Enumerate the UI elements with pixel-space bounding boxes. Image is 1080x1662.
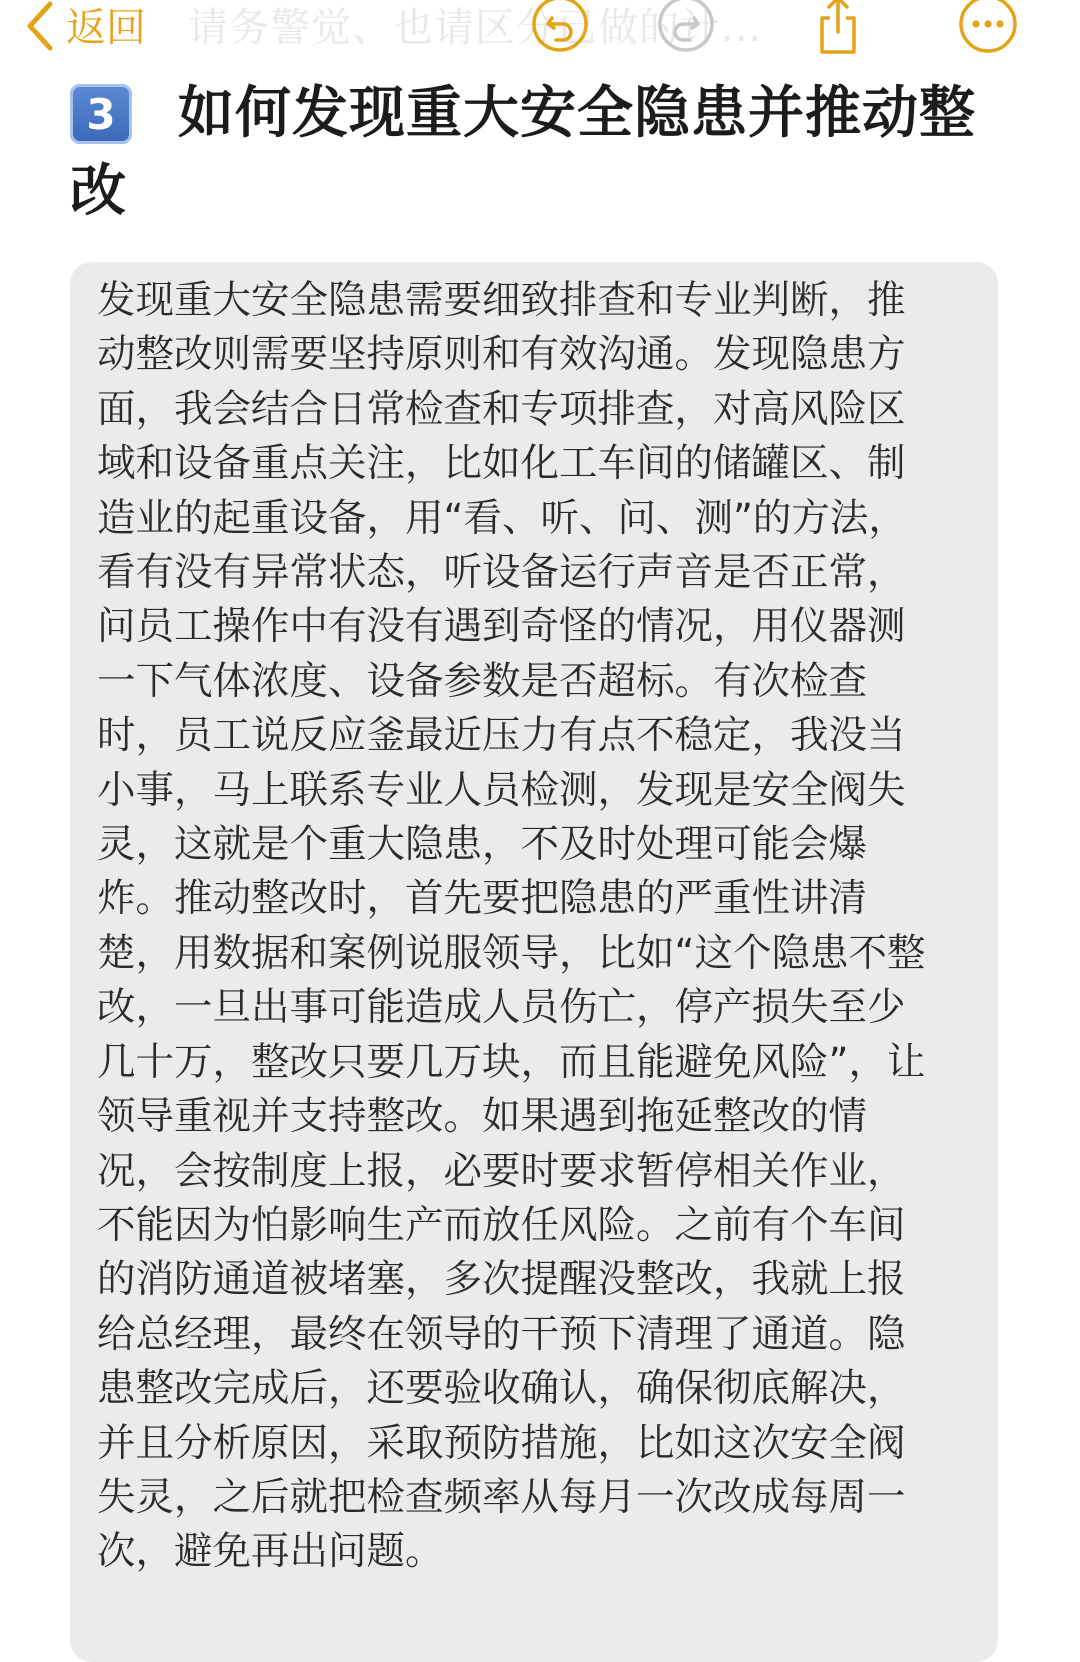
undo-icon [530, 0, 590, 60]
more-button[interactable] [956, 0, 1020, 56]
note-heading [70, 78, 1000, 228]
share-button[interactable] [806, 0, 870, 56]
content-block [70, 262, 998, 1662]
chevron-left-icon [22, 0, 56, 56]
page-title-continued: 改 [70, 159, 126, 224]
scrolled-title-faint: 请务警觉、也请区分已做的计... [188, 5, 763, 51]
undo-button[interactable] [528, 0, 592, 56]
redo-icon [656, 0, 716, 60]
back-label: 返回 [66, 5, 146, 51]
more-icon [957, 0, 1019, 60]
keycap-3-icon: 3 [70, 84, 132, 144]
share-icon [808, 0, 868, 60]
top-navigation-bar [0, 0, 1080, 60]
page-title: 如何发现重大安全隐患并推动整 [178, 81, 976, 146]
redo-button[interactable] [654, 0, 718, 56]
content-paragraph[interactable]: 发现重大安全隐患需要细致排查和专业判断，推 动整改则需要坚持原则和有效沟通。发现隐患方 面，我会结合日常检查和专项排查，对高风险区 域和设备重点关注，比如化工车间的储罐区、制 造业的起重设备，用“看、听、问、测”的方法， 看有没有异常状态，听设备运行声音是否正常， 问员工操作中有没有遇到奇怪的情况，用仪器测 一下气体浓度、设备参数是否超标。有次检查 时，员工说反应釜最近压力有点不稳定，我没当 小事，马上联系专业人员检测，发现是安全阀失 灵，这就是个重大隐患，不及时处理可能会爆 炸。推动整改时，首先要把隐患的严重性讲清 楚，用数据和案例说服领导，比如“这个隐患不整 改，一旦出事可能造成人员伤亡，停产损失至少 几十万，整改只要几万块，而且能避免风险”，让 领导重视并支持整改。如果遇到拖延整改的情 况，会按制度上报，必要时要求暂停相关作业， 不能因为怕影响生产而放任风险。之前有个车间 的消防通道被堵塞，多次提醒没整改，我就上报 给总经理，最终在领导的干预下清理了通道。隐 患整改完成后，还要验收确认，确保彻底解决， 并且分析原因，采取预防措施，比如这次安全阀 失灵，之后就把检查频率从每月一次改成每周一 次，避免再出问题。 [97, 278, 926, 1575]
back-button[interactable] [22, 0, 146, 56]
